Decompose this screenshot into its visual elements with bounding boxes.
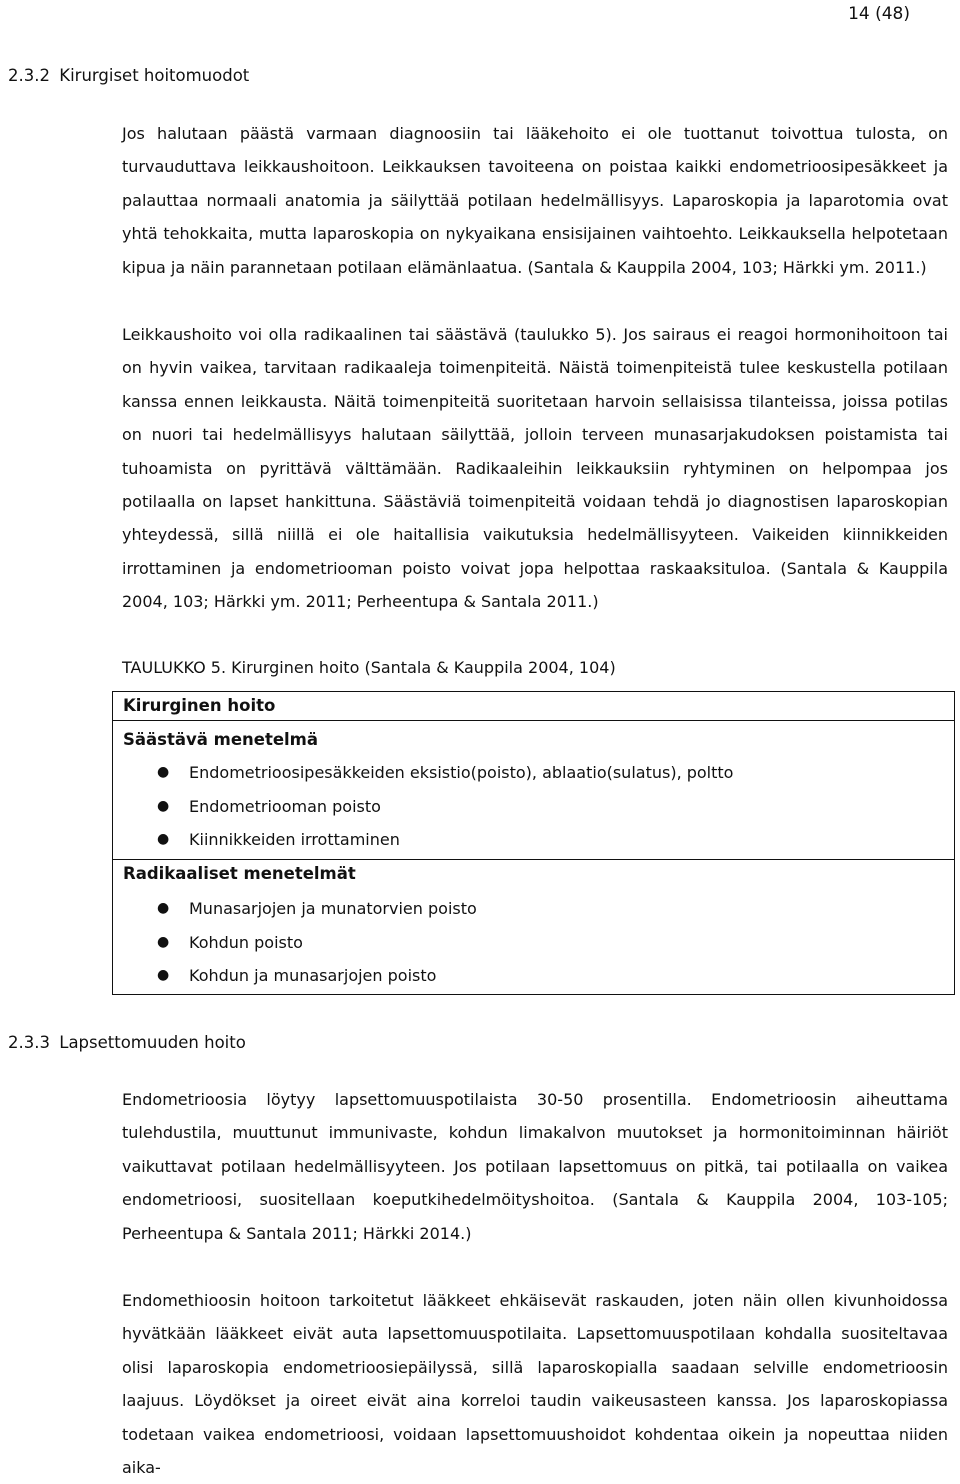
table-title: Kirurginen hoito	[123, 696, 276, 715]
body-paragraph: Leikkaushoito voi olla radikaalinen tai säästävä (taulukko 5). Jos sairaus ei reagoi hormonihoitoon tai on hyvin vaikea, tarvitaan radikaaleja toimenpiteitä. Näistä toimenpiteistä tulee keskustella potilaan kanssa ennen leikkausta. Näitä toimenpiteitä suoritetaan harvoin sellaisissa tilanteissa, joissa potilas on nuori tai hedelmällisyys halutaan säilyttää, jolloin terveen munasarjakudoksen poistamista tai tuhoamista on pyrittävä välttämään. Radikaaleihin leikkauksiin ryhtyminen on helpompaa jos potilaalla on lapset hankittuna. Säästäviä toimenpiteitä voidaan tehdä jo diagnostisen laparoskopian yhteydessä, sillä niillä ei ole haitallisia vaikutuksia hedelmällisyyteen. Vaikeiden kiinnikkeiden irrottaminen ja endometriooman poisto voivat jopa helpottaa raskaaksituloa. (Santala & Kauppila 2004, 103; Härkki ym. 2011; Perheentupa & Santala 2011.)	[122, 325, 948, 612]
section-heading-2-3-3	[8, 1033, 246, 1052]
list-item: ● Kohdun poisto	[113, 926, 954, 960]
surgical-treatment-table	[112, 691, 955, 995]
group-title-conservative: Säästävä menetelmä	[123, 730, 319, 749]
bullet-icon: ●	[157, 764, 170, 780]
table-caption: TAULUKKO 5. Kirurginen hoito (Santala & Kauppila 2004, 104)	[122, 658, 616, 677]
conservative-method-list	[113, 756, 954, 857]
section-number: 2.3.2	[8, 66, 50, 85]
bullet-icon: ●	[157, 900, 170, 916]
bullet-icon: ●	[157, 933, 170, 950]
section-title: Lapsettomuuden hoito	[59, 1033, 246, 1052]
table-divider	[113, 720, 954, 721]
radical-method-list	[113, 892, 954, 993]
page-number: 14 (48)	[848, 4, 910, 24]
section-heading-2-3-2	[8, 66, 249, 85]
section-number: 2.3.3	[8, 1033, 50, 1052]
list-item: ● Endometrioosipesäkkeiden eksistio(poisto), ablaatio(sulatus), poltto	[113, 756, 954, 790]
list-item: ● Endometriooman poisto	[113, 790, 954, 824]
list-item: ● Kiinnikkeiden irrottaminen	[113, 823, 954, 857]
body-paragraph: Endometrioosia löytyy lapsettomuuspotilaista 30-50 prosentilla. Endometrioosin aiheuttama tulehdustila, muuttunut immunivaste, kohdun limakalvon muutokset ja hormonitoiminnan häiriöt vaikuttavat potilaan hedelmällisyyteen. Jos potilaan lapsettomuus on pitkä, tai potilaalla on vaikea endometrioosi, suositellaan koeputkihedelmöityshoitoa. (Santala & Kauppila 2004, 103-105; Perheentupa & Santala 2011; Härkki 2014.)	[122, 1090, 948, 1243]
section-title: Kirurgiset hoitomuodot	[59, 66, 250, 85]
list-item: ● Kohdun ja munasarjojen poisto	[113, 959, 954, 993]
bullet-icon: ●	[157, 967, 170, 984]
bullet-icon: ●	[157, 831, 170, 848]
body-paragraph: Jos halutaan päästä varmaan diagnoosiin tai lääkehoito ei ole tuottanut toivottua tulosta, on turvauduttava leikkaushoitoon. Leikkauksen tavoiteena on poistaa kaikki endometrioosipesäkkeet ja palauttaa normaali anatomia ja säilyttää potilaan hedelmällisyys. Laparoskopia ja laparotomia ovat yhtä tehokkaita, mutta laparoskopia on nykyaikana ensisijainen vaihtoehto. Leikkauksella helpotetaan kipua ja näin parannetaan potilaan elämänlaatua. (Santala & Kauppila 2004, 103; Härkki ym. 2011.)	[122, 124, 948, 277]
body-paragraph: Endomethioosin hoitoon tarkoitetut lääkkeet ehkäisevät raskauden, joten näin ollen kivunhoidossa hyvätkään lääkkeet eivät auta lapsettomuuspotilaita. Lapsettomuuspotilaan kohdalla suositeltavaa olisi laparoskopia endometrioosiepäilyssä, sillä laparoskopialla saadaan selville endometrioosin laajuus. Löydökset ja oireet eivät aina korreloi taudin vaikeusasteen kanssa. Jos laparoskopiassa todetaan vaikea endometrioosi, voidaan lapsettomuushoidot kohdentaa oikein ja nopeuttaa niiden aika-	[122, 1291, 948, 1478]
list-item: ● Munasarjojen ja munatorvien poisto	[113, 892, 954, 926]
bullet-icon: ●	[157, 797, 170, 814]
group-title-radical: Radikaaliset menetelmät	[123, 864, 356, 883]
